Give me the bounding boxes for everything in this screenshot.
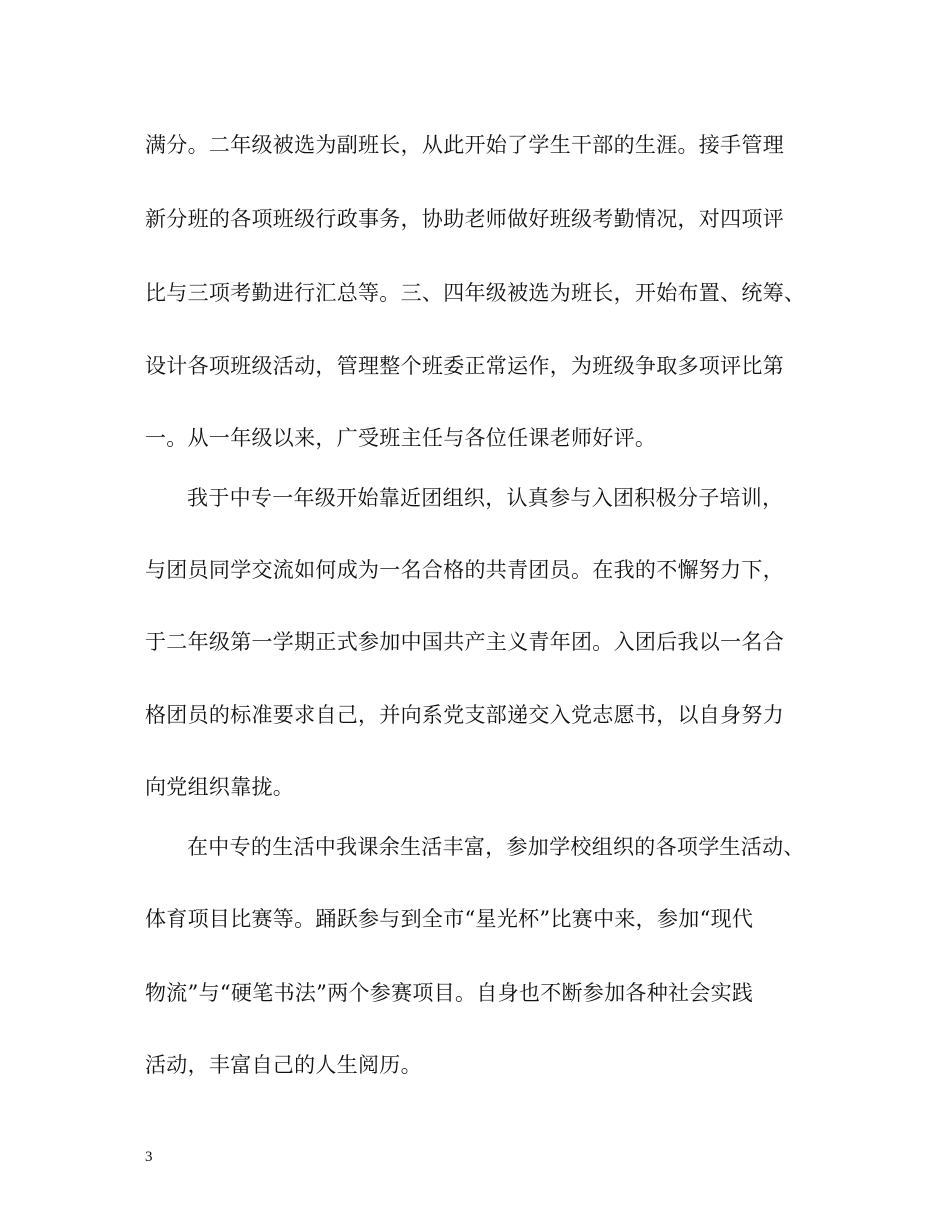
paragraph-2-line-2: 与团员同学交流如何成为一名合格的共青团员。在我的不懈努力下， <box>145 558 784 582</box>
paragraph-1-line-4: 设计各项班级活动，管理整个班委正常运作，为班级争取多项评比第 <box>145 354 784 378</box>
paragraph-1-line-3: 比与三项考勤进行汇总等。三、四年级被选为班长，开始布置、统筹、 <box>145 281 806 305</box>
paragraph-2-line-5: 向党组织靠拢。 <box>145 775 295 799</box>
paragraph-1-line-5: 一。从一年级以来，广受班主任与各位任课老师好评。 <box>145 426 657 450</box>
paragraph-1-line-2: 新分班的各项班级行政事务，协助老师做好班级考勤情况，对四项评 <box>145 207 784 231</box>
paragraph-3-line-2: 体育项目比赛等。踊跃参与到全市“星光杯”比赛中来，参加“现代 <box>145 907 754 931</box>
paragraph-2-line-3: 于二年级第一学期正式参加中国共产主义青年团。入团后我以一名合 <box>145 630 784 654</box>
page-number: 3 <box>145 1149 153 1165</box>
paragraph-3-line-4: 活动，丰富自己的人生阅历。 <box>145 1053 422 1077</box>
paragraph-3-line-1: 在中专的生活中我课余生活丰富，参加学校组织的各项学生活动、 <box>187 835 805 859</box>
paragraph-3-line-3: 物流”与“硬笔书法”两个参赛项目。自身也不断参加各种社会实践 <box>145 981 754 1005</box>
paragraph-1-line-1: 满分。二年级被选为副班长，从此开始了学生干部的生涯。接手管理 <box>145 133 784 157</box>
paragraph-2-line-1: 我于中专一年级开始靠近团组织，认真参与入团积极分子培训， <box>187 486 784 510</box>
paragraph-2-line-4: 格团员的标准要求自己，并向系党支部递交入党志愿书，以自身努力 <box>145 703 784 727</box>
